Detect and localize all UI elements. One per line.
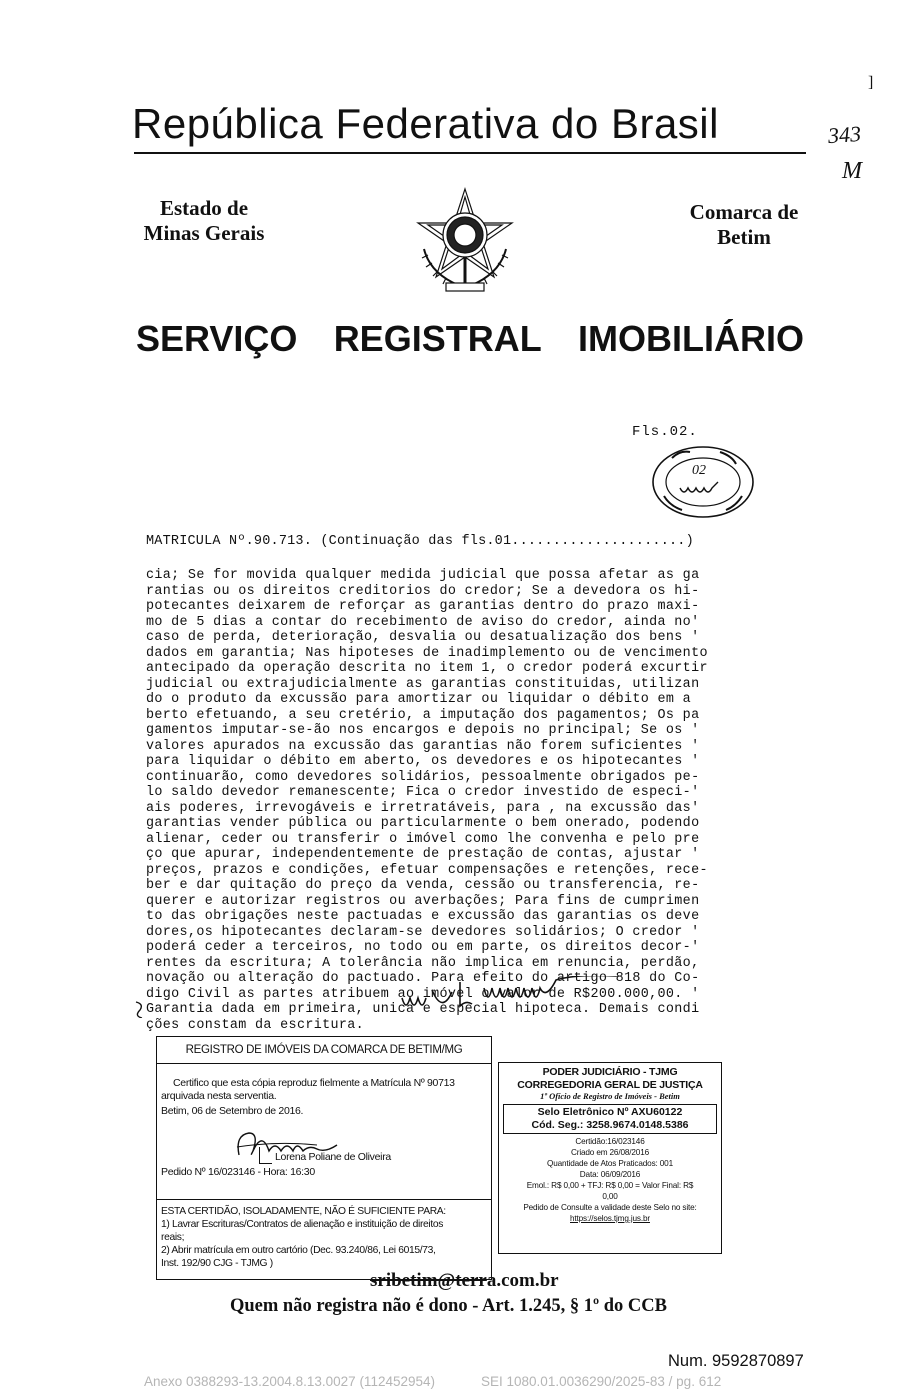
handwritten-signature [398, 976, 684, 1016]
body-line: preços, prazos e condições, efetuar compensações e retenções, rece- [146, 862, 708, 878]
body-line: ais poderes, irrevogáveis e irretratáveis, para , na excussão das' [146, 800, 700, 816]
body-line: do o produto da excussão para amortizar ou liquidar o débito em a [146, 692, 692, 707]
corner-mark: ] [868, 74, 874, 91]
seal-fees: Emol.: R$ 0,00 + TFJ: R$ 0,00 = Valor Final: R$ [526, 1181, 694, 1190]
body-line: poderá ceder a terceiros, no todo ou em parte, os direitos decor-' [146, 940, 700, 955]
body-line: lo saldo devedor remanescente; Fica o credor investido de especi-' [146, 785, 700, 800]
state-label-line-2: Minas Gerais [143, 221, 265, 245]
page-footer [144, 1374, 844, 1389]
registration-number-line [146, 534, 796, 549]
body-line: querer e autorizar registros ou averbações; Para fins de cumprimen [146, 893, 700, 909]
body-line: novação ou alteração do pactuado. Para efeito do artigo 818 do Co- [146, 971, 700, 986]
body-line: antecipado da operação descrita no item 1, o credor poderá excurtir [146, 661, 708, 676]
district-label-line-2: Betim [717, 225, 771, 249]
body-line: garantias vender pública ou particularmente o bem onerado, podendo [146, 816, 700, 831]
seal-fees-value: 0,00 [602, 1192, 618, 1201]
body-line: dados em garantia; Nas hipoteses de inadimplemento ou de vencimento [146, 645, 708, 661]
handwritten-page-note: 343 [827, 120, 862, 149]
seal-date: Data: 06/09/2016 [579, 1170, 641, 1179]
service-title [136, 318, 804, 360]
registration-number: MATRICULA Nº.90.713. [146, 534, 313, 549]
body-line: continuarão, como devedores solidários, pessoalmente obrigados pe- [146, 769, 700, 785]
document-number: Num. 9592870897 [668, 1352, 804, 1370]
warning-item-1: 1) Lavrar Escrituras/Contratos de alienação e instituição de direitos [161, 1219, 444, 1230]
service-title-word-2: REGISTRAL [333, 318, 542, 359]
folio-label: Fls.02. [632, 424, 698, 440]
folio-stamp-number: 02 [692, 463, 706, 478]
state-label [136, 196, 272, 246]
seal-code-box [503, 1104, 717, 1134]
seal-site-link[interactable]: https://selos.tjmg.jus.br [570, 1214, 650, 1223]
electronic-seal-box [498, 1062, 722, 1254]
body-line: alienar, ceder ou transferir o imóvel como lhe convenha e pelo pre [146, 831, 700, 847]
seal-office: 1º Ofício de Registro de Imóveis - Betim [540, 1091, 680, 1101]
contact-email-struck: sribetim@terr [370, 1270, 487, 1291]
seal-consult-text: Pedido de Consulte a validade deste Selo no site: [523, 1203, 697, 1212]
certificate-divider [157, 1199, 491, 1200]
warning-item-1-cont: reais; [161, 1232, 185, 1243]
body-line: rentes da escritura; A tolerância não implica em renuncia, perdão, [146, 955, 700, 971]
body-line: ber e dar quitação do preço da venda, cessão ou transferencia, re- [146, 878, 700, 893]
footer-annex: Anexo 0388293-13.2004.8.13.0027 (112452954) [144, 1374, 436, 1389]
certificate-statement-cont: arquivada nesta serventia. [161, 1090, 277, 1102]
security-code: Cód. Seg.: 3258.9674.0148.5386 [531, 1119, 689, 1131]
contact-email-domain: a.com.br [486, 1270, 559, 1291]
district-label [680, 200, 808, 250]
body-line: valores apurados na excussão das garantias não forem suficientes ' [146, 738, 700, 754]
warning-item-2: 2) Abrir matrícula em outro cartório (Dec. 93.240/86, Lei 6015/73, [161, 1245, 436, 1256]
folio-stamp [650, 444, 756, 520]
certificate-date: Betim, 06 de Setembro de 2016. [161, 1105, 304, 1117]
title-underline [134, 152, 806, 154]
certificate-statement: Certifico que esta cópia reproduz fielmente a Matrícula Nº 90713 [173, 1077, 455, 1089]
service-title-word-3: IMOBILIÁRIO [578, 318, 804, 359]
warning-item-2-cont: Inst. 192/90 CJG - TJMG ) [161, 1258, 273, 1269]
body-line: judicial ou extrajudicialmente as garantias constituidas, utilizan [146, 676, 700, 692]
continuation-note: (Continuação das fls.01.....................) [320, 534, 694, 549]
body-line: ço que apurar, independentemente de prestação de contas, ajustar ' [146, 847, 700, 862]
service-title-word-1: SERVIÇO [136, 318, 298, 359]
document-title: República Federativa do Brasil [132, 100, 719, 147]
seal-department: CORREGEDORIA GERAL DE JUSTIÇA [517, 1078, 703, 1091]
registration-body-text [146, 568, 806, 1033]
coat-of-arms-icon [410, 185, 520, 297]
body-line: rantias ou os direitos creditorios do credor; Se a devedora os hi- [146, 583, 700, 599]
body-line: potecantes deixarem de reforçar as garantias dentro do prazo maxi- [146, 599, 700, 614]
margin-mark [132, 1000, 148, 1018]
seal-court: PODER JUDICIÁRIO - TJMG [542, 1066, 678, 1078]
body-line: caso de perda, deterioração, desvalia ou desatualização dos bens ' [146, 630, 700, 645]
footer-sei: SEI 1080.01.0036290/2025-83 / pg. 612 [481, 1374, 722, 1389]
certificate-header: REGISTRO DE IMÓVEIS DA COMARCA DE BETIM/MG [157, 1037, 491, 1064]
certificate-box [156, 1036, 492, 1280]
state-label-line-1: Estado de [159, 196, 249, 220]
signer-bracket [259, 1147, 272, 1164]
body-line: dores,os hipotecantes declaram-se devedores solidários; O credor ' [146, 924, 700, 940]
body-line: para liquidar o débito em aberto, os devedores e os hipotecantes ' [146, 754, 700, 769]
seal-acts-count: Quantidade de Atos Praticados: 001 [547, 1159, 673, 1168]
body-line: digo Civil as partes atribuem ao imóvel o valor de R$200.000,00. ' [146, 986, 700, 1002]
seal-number: Selo Eletrônico Nº AXU60122 [537, 1106, 683, 1118]
seal-certificate: Certidão:16/023146 [575, 1137, 645, 1146]
body-line: to das obrigações neste pactuadas e excussão das garantias os deve [146, 909, 700, 924]
warning-title: ESTA CERTIDÃO, ISOLADAMENTE, NÃO É SUFICIENTE PARA: [161, 1206, 446, 1217]
signer-name: Lorena Poliane de Oliveira [275, 1151, 391, 1163]
district-label-line-1: Comarca de [689, 200, 799, 224]
contact-email [370, 1270, 559, 1292]
body-line: Garantia dada em primeira, unica e especial hipoteca. Demais condi [146, 1002, 700, 1017]
legal-slogan: Quem não registra não é dono - Art. 1.245, § 1º do CCB [230, 1296, 667, 1316]
handwritten-initial: M [842, 158, 862, 184]
body-line: mo de 5 dias a contar do recebimento de aviso do credor, ainda no' [146, 614, 700, 630]
body-line: gamentos imputar-se-ão nos encargos e depois no principal; Se os ' [146, 723, 700, 738]
body-line: berto efetuando, a seu cretério, a imputação dos pagamentos; Os pa [146, 707, 700, 723]
seal-created: Criado em 26/08/2016 [570, 1148, 650, 1157]
body-line: cia; Se for movida qualquer medida judicial que possa afetar as ga [146, 568, 700, 583]
body-line: ções constam da escritura. [146, 1017, 365, 1033]
order-number: Pedido Nº 16/023146 - Hora: 16:30 [161, 1166, 315, 1178]
